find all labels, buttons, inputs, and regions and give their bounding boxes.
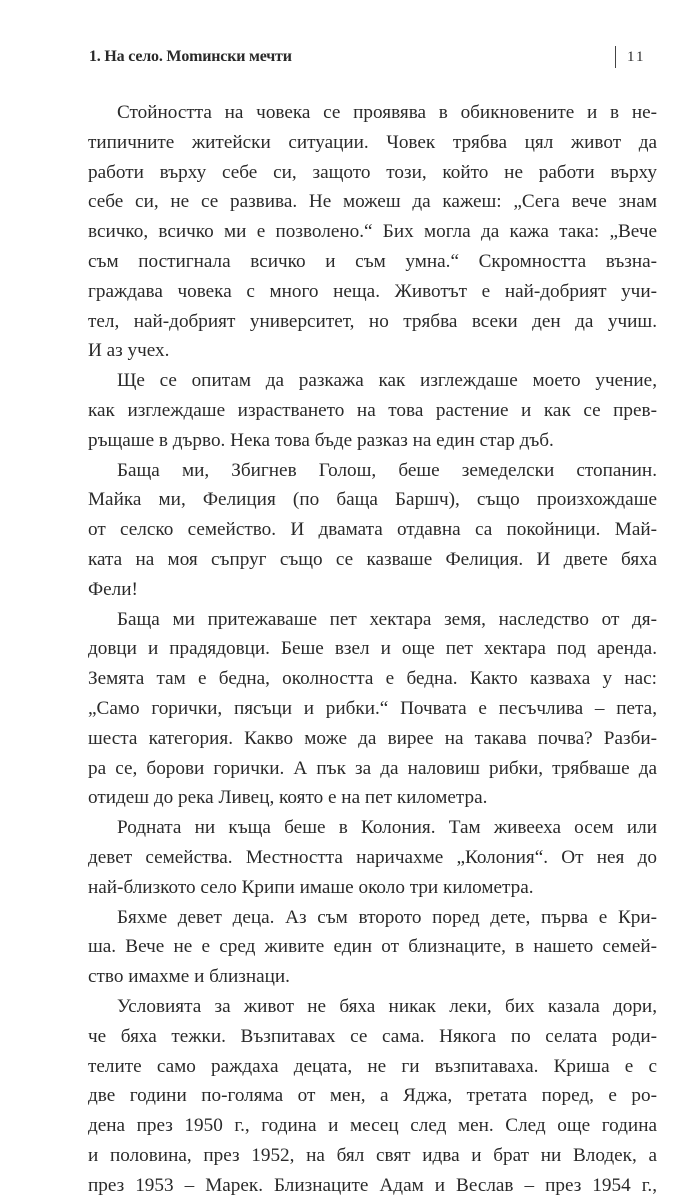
text-line: ша. Вече не е сред живите един от близнаците, в нашето семей- xyxy=(88,936,657,958)
text-line: себе си, не се развива. Не можеш да кажеш: „Сега вече знам xyxy=(88,191,657,213)
text-line: съм постигнала всичко и съм умна.“ Скромността възна- xyxy=(88,250,657,272)
text-line: и половина, през 1952, на бял свят идва и брат ни Влодек, а xyxy=(88,1144,657,1166)
text-line: Баща ми, Збигнев Голош, беше земеделски стопанин. xyxy=(117,459,657,481)
text-line: шеста категория. Какво може да вирее на такава почва? Разби- xyxy=(88,727,657,749)
paragraph xyxy=(88,605,657,814)
text-line: „Само горички, пясъци и рибки.“ Почвата е песъчлива – пета, xyxy=(88,697,657,719)
text-line: всичко, всичко ми е позволено.“ Бих могла да кажа така: „Вече xyxy=(88,221,657,243)
text-line: Майка ми, Фелиция (по баща Баршч), също произхождаше xyxy=(88,489,657,511)
running-head xyxy=(89,46,653,70)
paragraph xyxy=(88,366,657,455)
text-line: ката на моя съпруг също се казваше Фелиция. И двете бяха xyxy=(88,548,657,570)
text-line: работи върху себе си, защото този, който не работи върху xyxy=(88,161,657,183)
text-line: Бяхме девет деца. Аз съм второто поред дете, първа е Кри- xyxy=(117,906,657,928)
paragraph xyxy=(88,903,657,992)
text-line: типичните житейски ситуации. Човек трябва цял живот да xyxy=(88,131,657,153)
text-line: тел, най-добрият университет, но трябва всеки ден да учиш. xyxy=(88,310,657,332)
paragraph xyxy=(88,456,657,605)
text-line: Ще се опитам да разкажа как изглеждаше моето учение, xyxy=(117,370,657,392)
text-line: през 1953 – Марек. Близнаците Адам и Веслав – през 1954 г., xyxy=(88,1174,657,1196)
text-line: ра се, борови горички. А пък за да наловиш рибки, трябваше да xyxy=(88,757,657,779)
paragraph xyxy=(88,813,657,902)
text-line: довци и прадядовци. Беше взел и още пет хектара под аренда. xyxy=(88,638,657,660)
text-line: Земята там е бедна, околността е бедна. Както казваха у нас: xyxy=(88,668,657,690)
text-line: Условията за живот не бяха никак леки, бих казала дори, xyxy=(117,995,657,1017)
text-line: телите само раждаха децата, не ги възпитаваха. Криша е с xyxy=(88,1055,657,1077)
paragraph xyxy=(88,98,657,366)
text-line: граждава човека с много неща. Животът е най-добрият учи- xyxy=(88,280,657,302)
text-line: И аз учех. xyxy=(88,340,170,362)
text-line: че бяха тежки. Възпитавах се сама. Някога по селата роди- xyxy=(88,1025,657,1047)
text-line: дена през 1950 г., година и месец след мен. След още година xyxy=(88,1115,657,1137)
text-line: Фели! xyxy=(88,578,138,600)
text-line: най-близкото село Крипи имаше около три километра. xyxy=(88,876,534,898)
text-line: Баща ми притежаваше пет хектара земя, наследство от дя- xyxy=(117,608,657,630)
text-line: ство имахме и близнаци. xyxy=(88,966,290,988)
text-line: от селско семейство. И двамата отдавна са покойници. Май- xyxy=(88,519,657,541)
body-text xyxy=(88,98,657,1200)
chapter-title: 1. На село. Momински мечти xyxy=(89,48,292,65)
text-line: Стойността на човека се проявява в обикновените и в не- xyxy=(117,102,657,123)
text-line: как изглеждаше израстването на това растение и как се прев- xyxy=(88,399,657,421)
text-line: ръщаше в дърво. Нека това бъде разказ на един стар дъб. xyxy=(88,429,554,451)
text-line: девет семейства. Местността наричахме „Колония“. От нея до xyxy=(88,846,657,868)
text-line: две години по-голяма от мен, а Яджа, третата поред, е ро- xyxy=(88,1085,657,1107)
page-number: 11 xyxy=(627,49,646,65)
folio-divider xyxy=(615,46,616,68)
text-line: Родната ни къща беше в Колония. Там живееха осем или xyxy=(117,817,657,839)
text-line: отидеш до река Ливец, която е на пет километра. xyxy=(88,787,488,809)
paragraph xyxy=(88,992,657,1200)
